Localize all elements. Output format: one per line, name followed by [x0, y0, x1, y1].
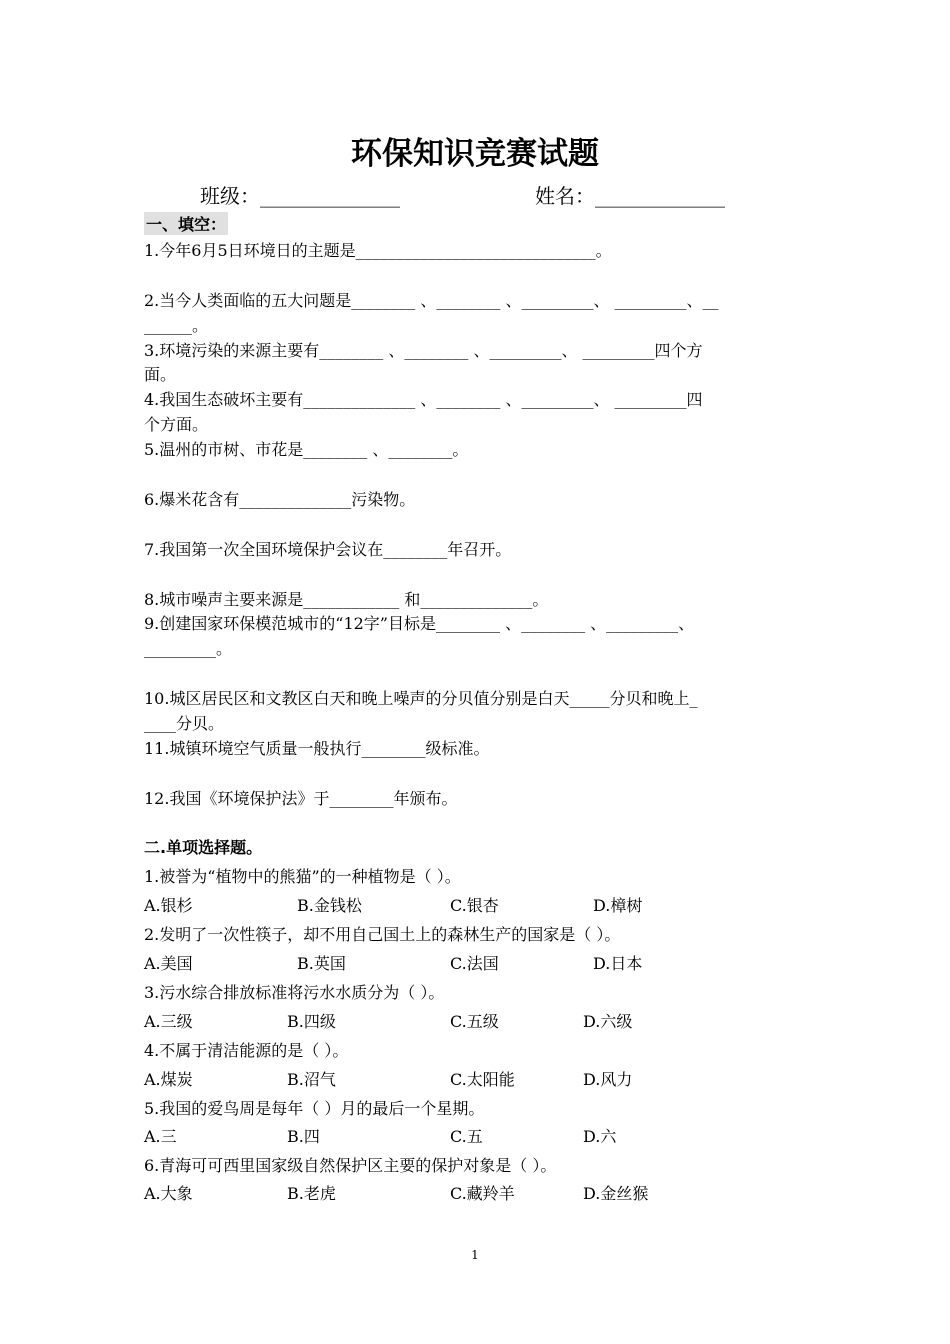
question-line: 9.创建国家环保模范城市的“12字”目标是________ 、________ 、_________、 — [144, 614, 695, 633]
question-line: 1.今年6月5日环境日的主题是______________________________。 — [144, 241, 612, 260]
choice-option: D.六 — [583, 1127, 617, 1146]
choice-question: 3.污水综合排放标准将污水水质分为（ ）。 — [144, 983, 445, 1002]
choice-option: D.日本 — [593, 954, 643, 973]
choice-option: D.六级 — [583, 1012, 633, 1031]
choice-option: A.煤炭 — [144, 1070, 193, 1089]
question-line: 面。 — [144, 365, 177, 384]
question-line: 10.城区居民区和文教区白天和晚上噪声的分贝值分别是白天_____分贝和晚上_ — [144, 689, 698, 708]
question-line: ______。 — [144, 316, 209, 335]
page-number: 1 — [471, 1248, 479, 1262]
question-line: 12.我国《环境保护法》于________年颁布。 — [144, 789, 458, 808]
choice-question: 1.被誉为“植物中的熊猫”的一种植物是（ ）。 — [144, 867, 461, 886]
page-title: 环保知识竞赛试题 — [351, 136, 599, 172]
question-line: 个方面。 — [144, 415, 209, 434]
choice-option: B.金钱松 — [297, 896, 362, 915]
choice-option: A.美国 — [144, 954, 193, 973]
choice-option: B.四 — [287, 1127, 320, 1146]
section-heading-multiple-choice: 二.单项选择题。 — [144, 838, 263, 857]
question-line: 2.当今人类面临的五大问题是________ 、________ 、_________、 _________、__ — [144, 291, 719, 310]
question-line: 8.城市噪声主要来源是____________ 和______________。 — [144, 590, 549, 609]
choice-option: B.沼气 — [287, 1070, 336, 1089]
question-line: 6.爆米花含有______________污染物。 — [144, 490, 416, 509]
choice-option: A.银杉 — [144, 896, 193, 915]
choice-option: B.四级 — [287, 1012, 336, 1031]
choice-question: 2.发明了一次性筷子，却不用自己国土上的森林生产的国家是（ ）。 — [144, 925, 621, 944]
question-line: ____分贝。 — [144, 714, 225, 733]
choice-question: 5.我国的爱鸟周是每年（ ）月的最后一个星期。 — [144, 1099, 485, 1118]
choice-question: 6.青海可可西里国家级自然保护区主要的保护对象是（ ）。 — [144, 1156, 557, 1175]
choice-option: C.五级 — [450, 1012, 499, 1031]
choice-option: C.藏羚羊 — [450, 1184, 515, 1203]
choice-option: A.三 — [144, 1127, 177, 1146]
choice-option: D.风力 — [583, 1070, 633, 1089]
choice-option: C.法国 — [450, 954, 499, 973]
choice-option: D.樟树 — [593, 896, 643, 915]
choice-option: B.英国 — [297, 954, 346, 973]
choice-option: C.太阳能 — [450, 1070, 515, 1089]
choice-option: C.五 — [450, 1127, 483, 1146]
choice-option: C.银杏 — [450, 896, 499, 915]
choice-option: D.金丝猴 — [583, 1184, 649, 1203]
section-heading-fill-blank: 一、填空： — [144, 212, 228, 235]
question-line: 5.温州的市树、市花是________ 、________。 — [144, 440, 469, 459]
question-line: 3.环境污染的来源主要有________ 、________ 、_________、 _________四个方 — [144, 341, 703, 360]
question-line: _________。 — [144, 639, 233, 658]
choice-option: B.老虎 — [287, 1184, 336, 1203]
question-line: 4.我国生态破坏主要有______________ 、________ 、_________、 _________四 — [144, 390, 703, 409]
question-line: 11.城镇环境空气质量一般执行________级标准。 — [144, 739, 490, 758]
choice-question: 4.不属于清洁能源的是（ ）。 — [144, 1041, 349, 1060]
class-field: 班级：______________ — [200, 184, 400, 208]
question-line: 7.我国第一次全国环境保护会议在________年召开。 — [144, 540, 512, 559]
choice-option: A.大象 — [144, 1184, 193, 1203]
name-field: 姓名：_____________ — [535, 184, 725, 208]
choice-option: A.三级 — [144, 1012, 193, 1031]
